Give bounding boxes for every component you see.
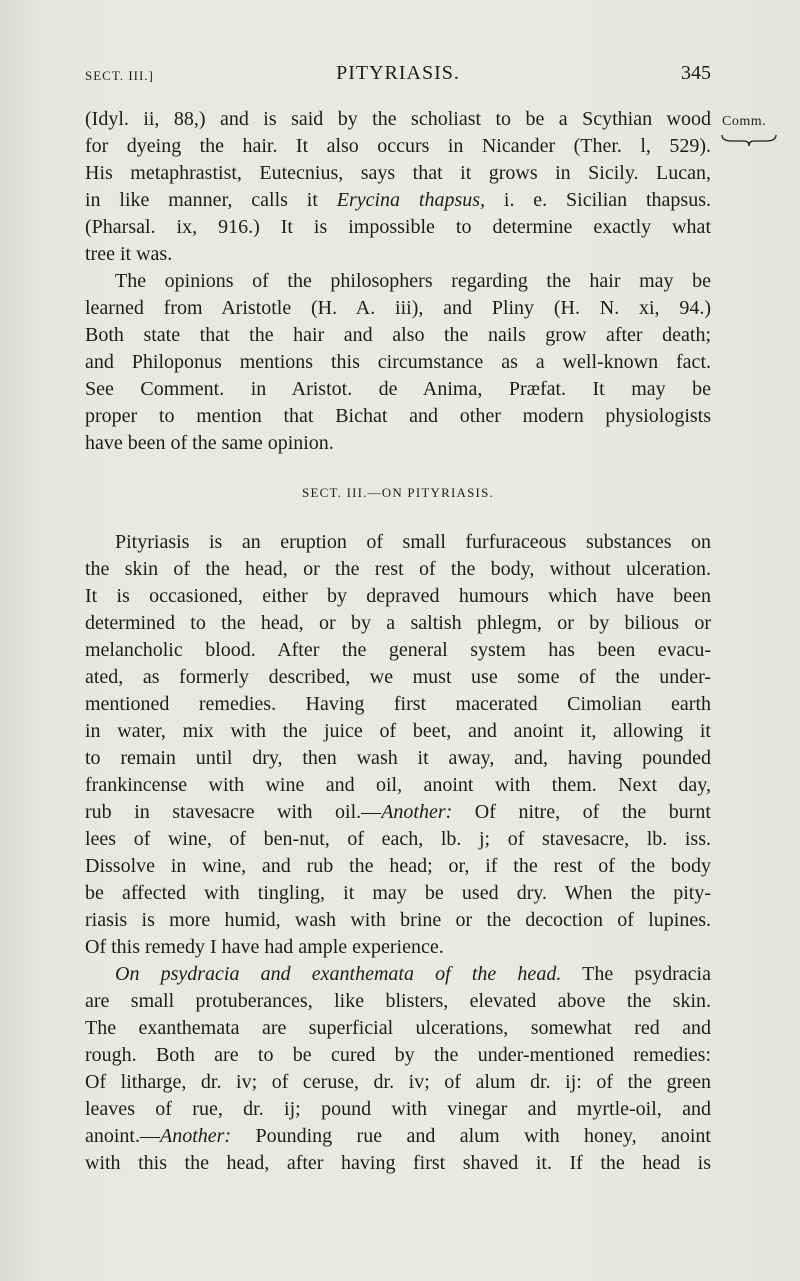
margin-brace-icon [720, 132, 778, 148]
text-run: i. e. Sicilian thapsus. [485, 189, 711, 211]
text-line: (Idyl. ii, 88,) and is said by the scholiast to be a Scythian wood [85, 108, 711, 130]
running-head-section: SECT. III.] [85, 68, 154, 83]
italic-term: Erycina thapsus, [336, 189, 486, 211]
text-line: tree it was. [85, 243, 173, 265]
text-line: to remain until dry, then wash it away, and, having pounded [85, 747, 711, 769]
paragraph-thapsus [85, 106, 711, 268]
text-line [85, 799, 711, 826]
text-line: the skin of the head, or the rest of the body, without ulceration. [85, 558, 711, 580]
text-line: melancholic blood. After the general system has been evacu- [85, 639, 711, 661]
text-run: Of nitre, of the burnt [452, 801, 711, 823]
italic-term: Another: [381, 801, 453, 823]
text-line: The exanthemata are superficial ulcerations, somewhat red and [85, 1017, 711, 1039]
text-line: are small protuberances, like blisters, elevated above the skin. [85, 990, 711, 1012]
text-line: for dyeing the hair. It also occurs in Nicander (Ther. l, 529). [85, 135, 711, 157]
text-line: Pityriasis is an eruption of small furfuraceous substances on [115, 531, 711, 553]
text-run: Pounding rue and alum with honey, anoint [231, 1125, 711, 1147]
text-line: have been of the same opinion. [85, 432, 334, 454]
text-line: Dissolve in wine, and rub the head; or, if the rest of the body [85, 855, 711, 877]
text-line: (Pharsal. ix, 916.) It is impossible to determine exactly what [85, 216, 711, 238]
text-line: in water, mix with the juice of beet, and anoint it, allowing it [85, 720, 711, 742]
text-line: ated, as formerly described, we must use some of the under- [85, 666, 711, 688]
text-line: with this the head, after having first shaved it. If the head is [85, 1152, 711, 1174]
running-head [85, 62, 711, 88]
text-line [85, 187, 711, 214]
text-line: proper to mention that Bichat and other modern physiologists [85, 405, 711, 427]
text-line: learned from Aristotle (H. A. iii), and Pliny (H. N. xi, 94.) [85, 297, 711, 319]
paragraph-pityriasis [85, 529, 711, 961]
text-line: The opinions of the philosophers regarding the hair may be [115, 270, 711, 292]
text-run: The psydracia [561, 963, 711, 985]
text-line: mentioned remedies. Having first macerated Cimolian earth [85, 693, 711, 715]
text-line: Both state that the hair and also the nails grow after death; [85, 324, 711, 346]
italic-term: Another: [160, 1125, 232, 1147]
text-line: and Philoponus mentions this circumstance as a well-known fact. [85, 351, 711, 373]
text-line: Of litharge, dr. iv; of ceruse, dr. iv; of alum dr. ij: of the green [85, 1071, 711, 1093]
text-line: leaves of rue, dr. ij; pound with vinegar and myrtle-oil, and [85, 1098, 711, 1120]
text-line: rough. Both are to be cured by the under-mentioned remedies: [85, 1044, 711, 1066]
text-line: lees of wine, of ben-nut, of each, lb. j; of stavesacre, lb. iss. [85, 828, 711, 850]
text-line: frankincense with wine and oil, anoint with them. Next day, [85, 774, 711, 796]
text-line: determined to the head, or by a saltish phlegm, or by bilious or [85, 612, 711, 634]
running-head-title: PITYRIASIS. [336, 62, 460, 84]
text-line [85, 961, 711, 988]
section-heading: SECT. III.—ON PITYRIASIS. [302, 485, 494, 500]
text-line: riasis is more humid, wash with brine or the decoction of lupines. [85, 909, 711, 931]
text-run: rub in stavesacre with oil.— [85, 801, 382, 823]
text-line: be affected with tingling, it may be used dry. When the pity- [85, 882, 711, 904]
page-number: 345 [681, 62, 711, 84]
text-run: in like manner, calls it [85, 189, 337, 211]
text-line [85, 1123, 711, 1150]
paragraph-psydracia [85, 961, 711, 1177]
text-line: It is occasioned, either by depraved humours which have been [85, 585, 711, 607]
text-line: His metaphrastist, Eutecnius, says that it grows in Sicily. Lucan, [85, 162, 711, 184]
paragraph-hair-opinions [85, 268, 711, 457]
margin-note-commentary: Comm. [722, 114, 767, 129]
italic-subheading: On psydracia and exanthemata of the head. [115, 963, 562, 985]
text-line: See Comment. in Aristot. de Anima, Præfat. It may be [85, 378, 711, 400]
text-run: anoint.— [85, 1125, 160, 1147]
body-text [85, 106, 711, 1177]
text-line: Of this remedy I have had ample experience. [85, 936, 444, 958]
